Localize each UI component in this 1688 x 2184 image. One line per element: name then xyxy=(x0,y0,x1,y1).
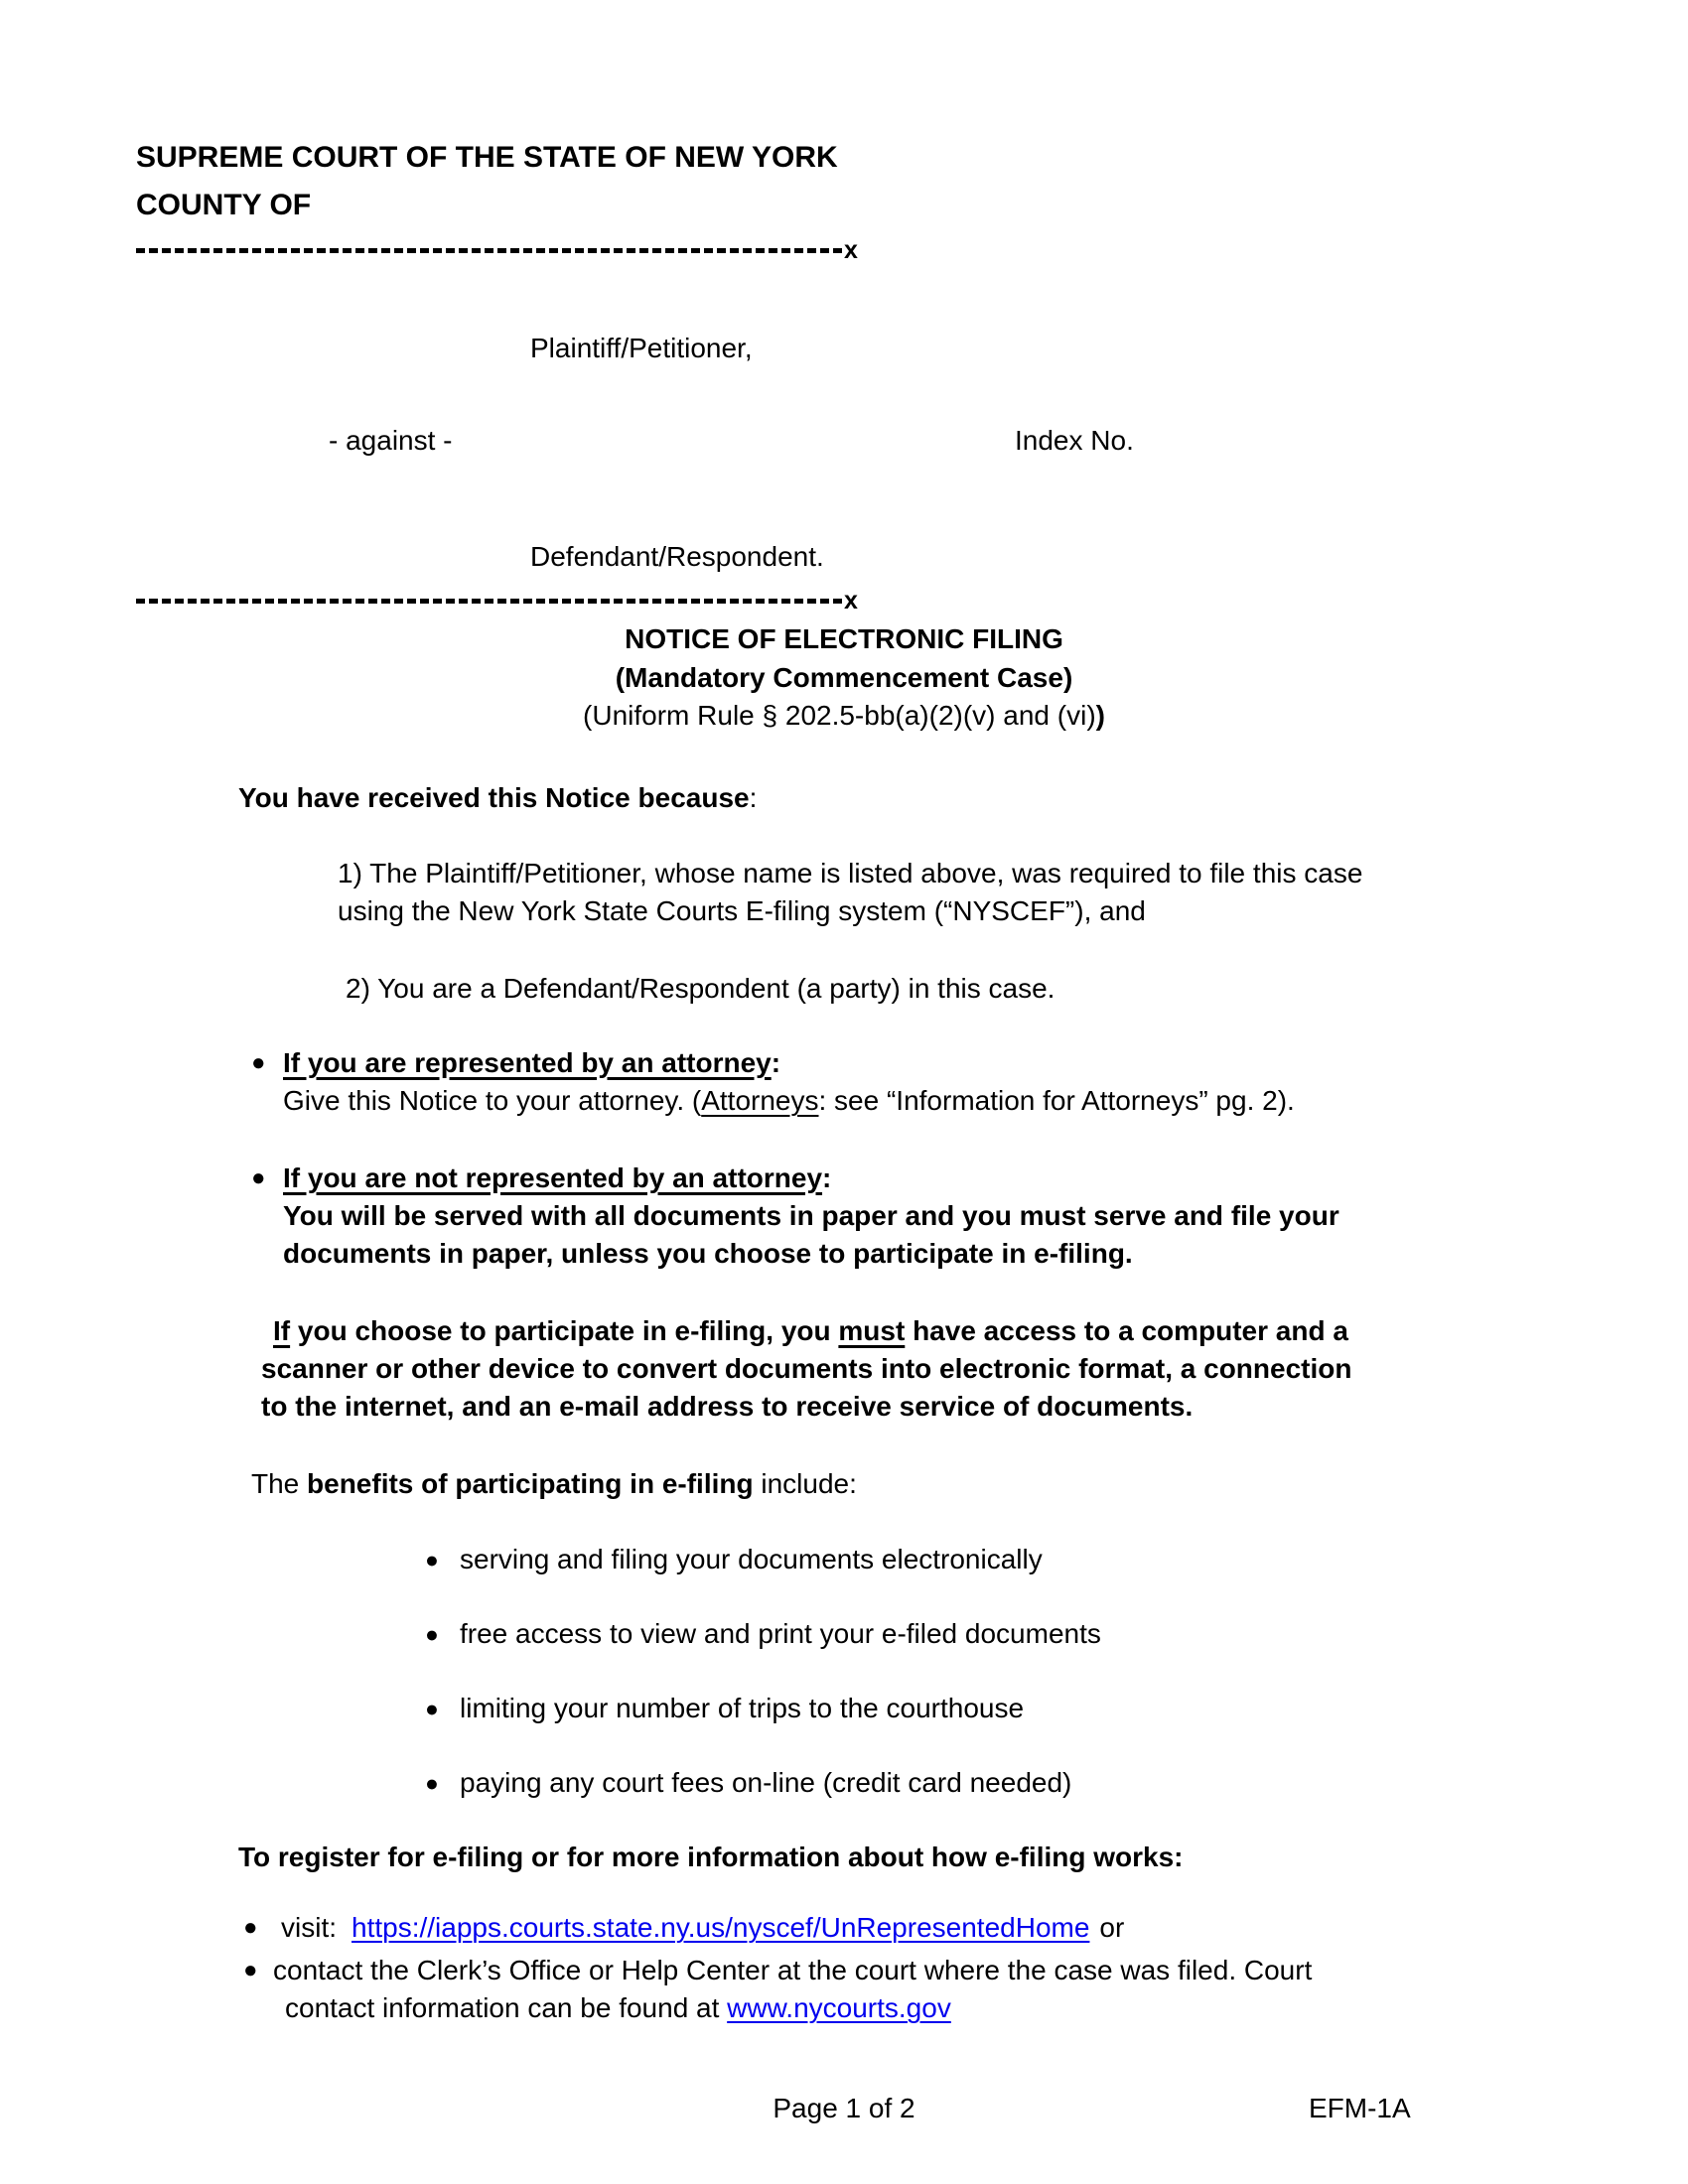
nyscef-unrepresented-link[interactable]: https://iapps.courts.state.ny.us/nyscef/UnRepresentedHome xyxy=(352,1912,1090,1943)
not-represented-body-line2: documents in paper, unless you choose to participate in e-filing. xyxy=(283,1238,1133,1269)
register-heading: To register for e-filing or for more information about how e-filing works: xyxy=(238,1842,1184,1872)
represented-body-post: : see “Information for Attorneys” pg. 2). xyxy=(818,1085,1295,1116)
bullet-icon: ● xyxy=(425,1547,439,1572)
bullet-icon: ● xyxy=(251,1049,266,1076)
because-heading-text: You have received this Notice because xyxy=(238,782,750,813)
against-label: - against - xyxy=(329,425,453,456)
bullet-icon: ● xyxy=(243,1914,258,1941)
because-heading xyxy=(238,779,757,817)
represented-body xyxy=(283,1082,1295,1120)
dashed-rule xyxy=(136,599,843,604)
benefit-item xyxy=(425,1690,1024,1727)
contact-line1: contact the Clerk’s Office or Help Center at the court where the case was filed. Court xyxy=(273,1955,1313,1985)
visit-line xyxy=(281,1909,1124,1947)
not-represented-heading-colon: : xyxy=(822,1162,832,1193)
page-number: Page 1 of 2 xyxy=(773,2093,915,2123)
title-block xyxy=(0,620,1688,736)
efiling-requirements-line1 xyxy=(261,1312,1351,1350)
must-underlined: must xyxy=(838,1315,906,1346)
contact-line2 xyxy=(273,1989,1312,2027)
benefits-intro-post: include: xyxy=(753,1468,857,1499)
benefit-label: serving and filing your documents electronically xyxy=(460,1544,1043,1574)
numbered-item-1 xyxy=(338,855,1362,930)
caption-rule-top xyxy=(136,238,858,263)
choose-text-2: have access to a computer and a xyxy=(905,1315,1348,1346)
benefit-label: limiting your number of trips to the courthouse xyxy=(460,1693,1025,1723)
benefits-intro-pre: The xyxy=(251,1468,308,1499)
not-represented-section xyxy=(251,1160,1339,1273)
contact-line2-text: contact information can be found at xyxy=(285,1992,728,2023)
contact-item xyxy=(243,1952,1312,2027)
defendant-designation: Defendant/Respondent. xyxy=(530,541,824,572)
index-no-label: Index No. xyxy=(1015,425,1134,456)
if-underlined: If xyxy=(273,1315,291,1346)
rule-end-x: x xyxy=(844,587,858,614)
represented-heading xyxy=(283,1044,1295,1082)
rule-citation xyxy=(0,697,1688,736)
numbered-item-1-line1: 1) The Plaintiff/Petitioner, whose name is listed above, was required to file this case xyxy=(338,858,1363,888)
visit-label: visit: xyxy=(281,1912,337,1943)
rule-citation-close: ) xyxy=(1095,700,1105,731)
not-represented-heading xyxy=(283,1160,1339,1197)
plaintiff-designation: Plaintiff/Petitioner, xyxy=(530,333,753,363)
court-name: SUPREME COURT OF THE STATE OF NEW YORK xyxy=(136,141,838,174)
benefit-item xyxy=(425,1764,1071,1802)
form-number: EFM-1A xyxy=(1309,2093,1411,2123)
bullet-icon: ● xyxy=(251,1164,266,1191)
bullet-icon: ● xyxy=(425,1696,439,1721)
visit-item xyxy=(243,1909,1124,1947)
represented-heading-colon: : xyxy=(771,1047,781,1078)
efiling-requirements-paragraph xyxy=(261,1312,1351,1426)
contact-content xyxy=(273,1952,1312,2027)
represented-content xyxy=(283,1044,1295,1120)
efiling-requirements-line3: to the internet, and an e-mail address to receive service of documents. xyxy=(261,1391,1194,1422)
efiling-requirements-line2: scanner or other device to convert documents into electronic format, a connection xyxy=(261,1353,1352,1384)
attorneys-underlined: Attorneys xyxy=(701,1085,819,1116)
visit-or: or xyxy=(1099,1912,1125,1943)
benefit-item xyxy=(425,1615,1101,1653)
benefits-intro-bold: benefits of participating in e-filing xyxy=(307,1468,754,1499)
benefit-label: paying any court fees on-line (credit card needed) xyxy=(460,1767,1072,1798)
represented-section xyxy=(251,1044,1295,1120)
benefit-label: free access to view and print your e-filed documents xyxy=(460,1618,1101,1649)
bullet-icon: ● xyxy=(425,1770,439,1796)
numbered-item-1-line2: using the New York State Courts E-filing system (“NYSCEF”), and xyxy=(338,895,1146,926)
represented-body-pre: Give this Notice to your attorney. ( xyxy=(283,1085,702,1116)
nycourts-link[interactable]: www.nycourts.gov xyxy=(727,1992,951,2023)
not-represented-content xyxy=(283,1160,1339,1273)
choose-text-1: you choose to participate in e-filing, you xyxy=(290,1315,839,1346)
rule-citation-text: (Uniform Rule § 202.5-bb(a)(2)(v) and (vi) xyxy=(583,700,1096,731)
bullet-icon: ● xyxy=(425,1621,439,1647)
notice-title: NOTICE OF ELECTRONIC FILING xyxy=(625,623,1063,654)
notice-subtitle: (Mandatory Commencement Case) xyxy=(615,661,1073,693)
caption-rule-bottom xyxy=(136,589,858,614)
dashed-rule xyxy=(136,248,843,253)
not-represented-body-line1: You will be served with all documents in paper and you must serve and file your xyxy=(283,1200,1339,1231)
numbered-item-2: 2) You are a Defendant/Respondent (a party) in this case. xyxy=(346,973,1055,1004)
benefit-item xyxy=(425,1541,1043,1578)
bullet-icon: ● xyxy=(243,1957,258,1983)
not-represented-heading-text: If you are not represented by an attorney xyxy=(283,1162,823,1193)
benefits-intro xyxy=(251,1465,857,1503)
rule-end-x: x xyxy=(844,236,858,264)
represented-heading-text: If you are represented by an attorney xyxy=(283,1047,772,1078)
county-line: COUNTY OF xyxy=(136,189,312,221)
court-header xyxy=(136,134,838,229)
because-heading-colon: : xyxy=(749,782,758,813)
